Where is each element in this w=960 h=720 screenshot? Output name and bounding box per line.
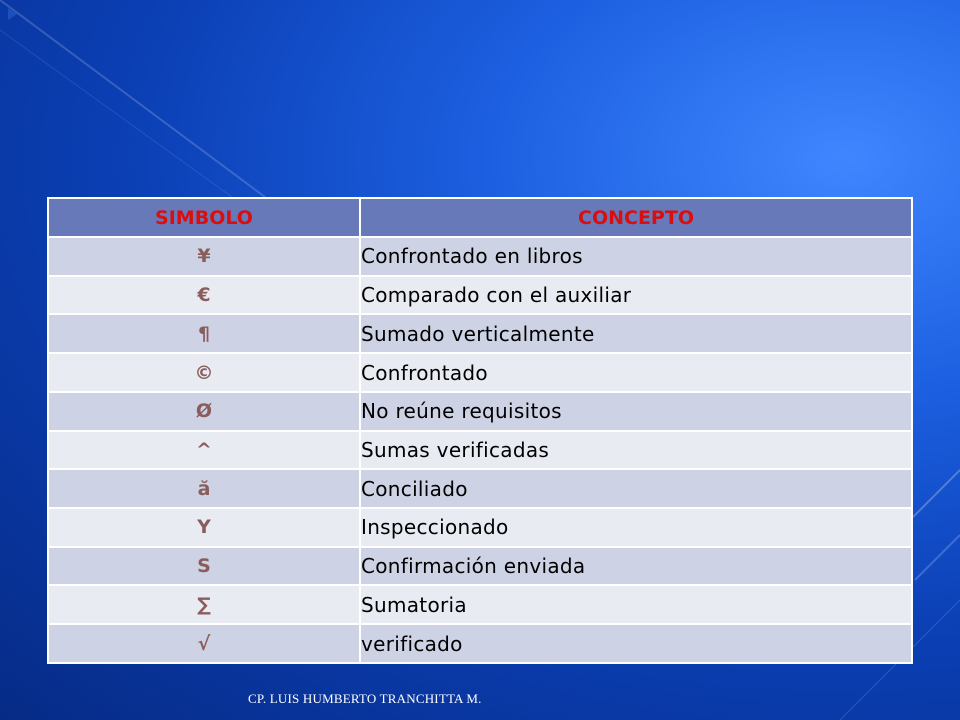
concept-cell: verificado <box>360 624 912 663</box>
symbol-cell: Ø <box>48 392 360 431</box>
concept-cell: Conciliado <box>360 469 912 508</box>
table-row <box>48 431 912 470</box>
symbol-cell: ^ <box>48 431 360 470</box>
concept-cell: Confrontado en libros <box>360 237 912 276</box>
table-row <box>48 276 912 315</box>
arrow-bullet-icon <box>8 8 17 20</box>
author-footer: CP. LUIS HUMBERTO TRANCHITTA M. <box>248 691 482 706</box>
symbol-cell: ¶ <box>48 314 360 353</box>
table-row <box>48 392 912 431</box>
table-row <box>48 469 912 508</box>
concept-cell: Sumas verificadas <box>360 431 912 470</box>
symbol-cell: © <box>48 353 360 392</box>
symbols-table <box>47 197 913 664</box>
table-row <box>48 547 912 586</box>
concept-cell: Sumatoria <box>360 585 912 624</box>
symbol-cell: Y <box>48 508 360 547</box>
table-header-row <box>48 198 912 237</box>
symbol-cell: ă <box>48 469 360 508</box>
symbol-cell: √ <box>48 624 360 663</box>
concept-cell: Inspeccionado <box>360 508 912 547</box>
table-row <box>48 624 912 663</box>
concept-cell: Confirmación enviada <box>360 547 912 586</box>
symbol-cell: S <box>48 547 360 586</box>
table-row <box>48 508 912 547</box>
header-symbol: SIMBOLO <box>48 198 360 237</box>
symbol-cell: ¥ <box>48 237 360 276</box>
concept-cell: Sumado verticalmente <box>360 314 912 353</box>
header-concept: CONCEPTO <box>360 198 912 237</box>
table-row <box>48 237 912 276</box>
table-row <box>48 314 912 353</box>
symbol-cell: ∑ <box>48 585 360 624</box>
table-row <box>48 585 912 624</box>
concept-cell: Confrontado <box>360 353 912 392</box>
concept-cell: Comparado con el auxiliar <box>360 276 912 315</box>
symbol-cell: € <box>48 276 360 315</box>
concept-cell: No reúne requisitos <box>360 392 912 431</box>
table-row <box>48 353 912 392</box>
